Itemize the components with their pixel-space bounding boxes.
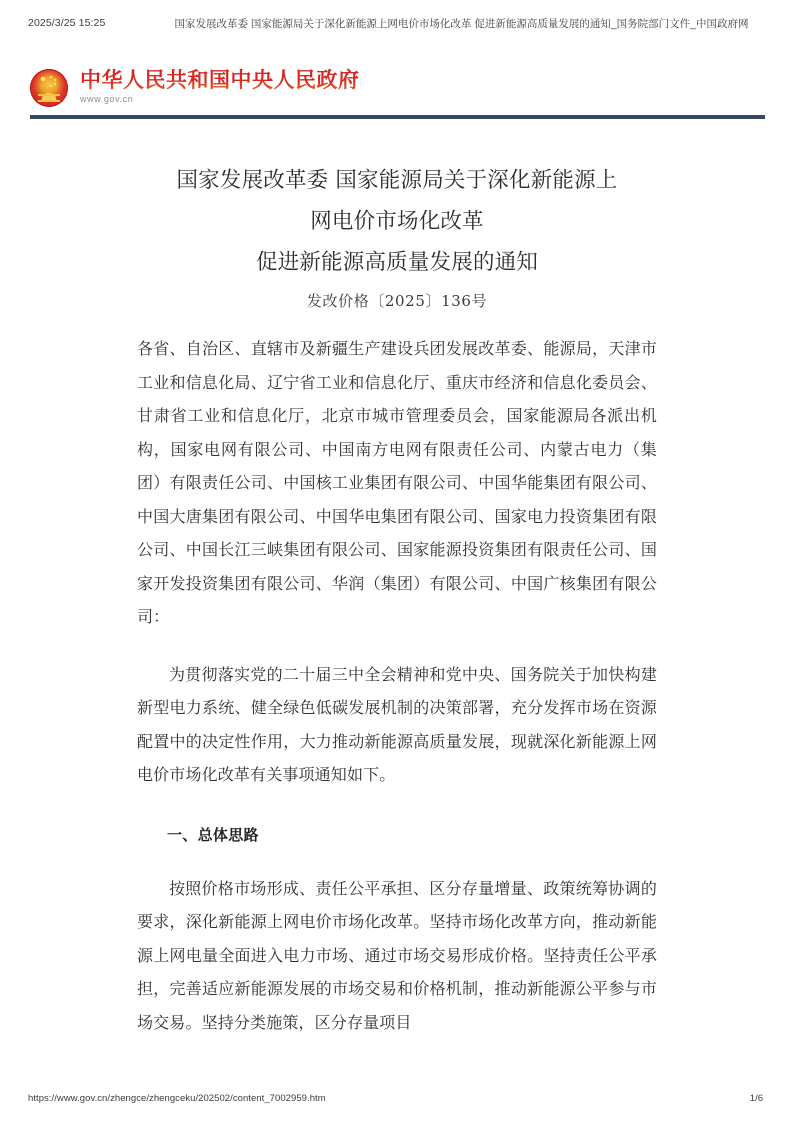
source-url: https://www.gov.cn/zhengce/zhengceku/202502/content_7002959.htm	[28, 1092, 326, 1104]
section-heading-one: 一、总体思路	[167, 825, 259, 844]
site-url: www.gov.cn	[80, 94, 134, 104]
site-name: 中华人民共和国中央人民政府	[80, 68, 360, 92]
document-content	[137, 332, 657, 1039]
page-title-line-2: 网电价市场化改革	[310, 209, 484, 234]
masthead-text	[80, 68, 360, 105]
addressee-paragraph: 各省、自治区、直辖市及新疆生产建设兵团发展改革委、能源局，天津市工业和信息化局、辽宁省工业和信息化厅、重庆市经济和信息化委员会、甘肃省工业和信息化厅，北京市城市管理委员会，国家能源局各派出机构，国家电网有限公司、中国南方电网有限责任公司、内蒙古电力（集团）有限责任公司、中国核工业集团有限公司、中国华能集团有限公司、中国大唐集团有限公司、中国华电集团有限公司、国家电力投资集团有限公司、中国长江三峡集团有限公司、国家能源投资集团有限责任公司、国家开发投资集团有限公司、华润（集团）有限公司、中国广核集团有限公司：	[137, 339, 657, 626]
page-number: 1/6	[749, 1092, 763, 1104]
site-masthead	[30, 68, 765, 112]
masthead-divider	[30, 115, 765, 119]
print-footer	[0, 1090, 793, 1106]
page-title	[137, 160, 657, 283]
document-number: 发改价格〔2025〕136号	[306, 292, 488, 310]
national-emblem-icon	[30, 69, 68, 107]
print-header-title: 国家发展改革委 国家能源局关于深化新能源上网电价市场化改革 促进新能源高质量发展的通知_国务院部门文件_中国政府网	[174, 17, 749, 30]
print-header-date: 2025/3/25 15:25	[28, 17, 106, 29]
section-one-paragraph: 按照价格市场形成、责任公平承担、区分存量增量、政策统筹协调的要求，深化新能源上网电价市场化改革。坚持市场化改革方向，推动新能源上网电量全面进入电力市场、通过市场交易形成价格。坚持责任公平承担，完善适应新能源发展的市场交易和价格机制，推动新能源公平参与市场交易。坚持分类施策，区分存量项目	[137, 878, 657, 1032]
print-header	[0, 14, 793, 32]
page-title-line-3: 促进新能源高质量发展的通知	[255, 250, 539, 275]
preamble-paragraph: 为贯彻落实党的二十届三中全会精神和党中央、国务院关于加快构建新型电力系统、健全绿色低碳发展机制的决策部署，充分发挥市场在资源配置中的决定性作用，大力推动新能源高质量发展，现就深化新能源上网电价市场化改革有关事项通知如下。	[137, 664, 657, 784]
document-body	[137, 160, 657, 1039]
page-title-line-1: 国家发展改革委 国家能源局关于深化新能源上	[176, 168, 618, 193]
